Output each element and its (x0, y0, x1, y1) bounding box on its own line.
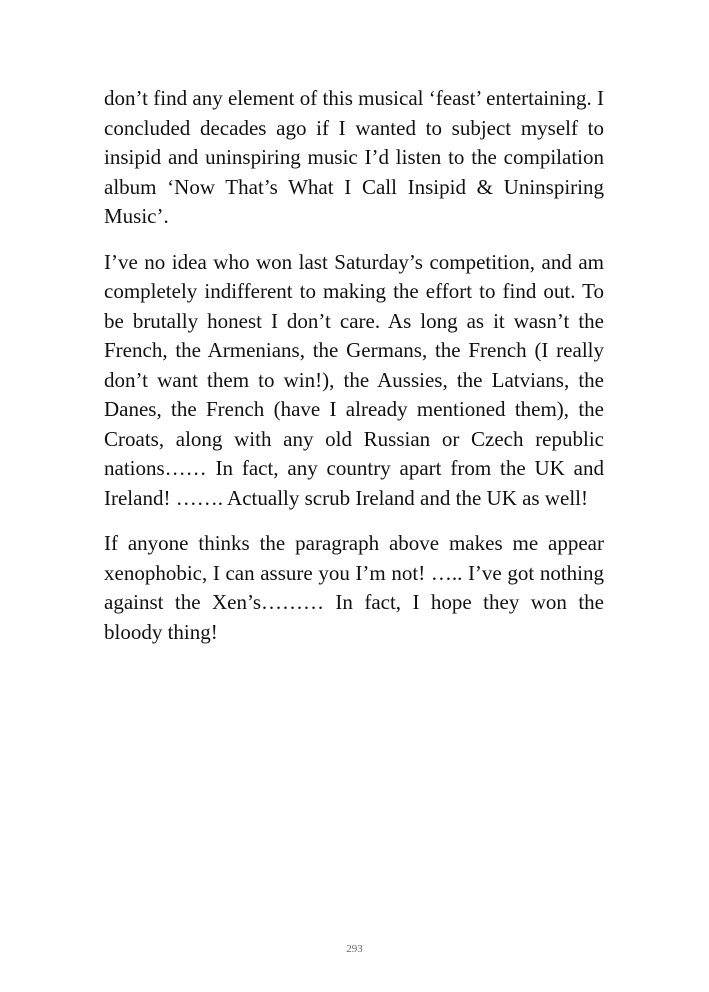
page-number: 293 (346, 943, 363, 955)
paragraph-2: I’ve no idea who won last Saturday’s competition, and am completely indifferent to making the effort to find out. To be brutally honest I don’t care. As long as it wasn’t the French, the Armenians, the Germans, the French (I really don’t want them to win!), the Aussies, the Latvians, the Danes, the French (have I already mentioned them), the Croats, along with any old Russian or Czech republic nations…… In fact, any country apart from the UK and Ireland! ……. Actually scrub Ireland and the UK as well! (104, 249, 604, 510)
body-text (104, 84, 604, 663)
paragraph-1: don’t find any element of this musical ‘feast’ entertaining. I concluded decades ago if I wanted to subject myself to insipid and uninspiring music I’d listen to the compilation album ‘Now That’s What I Call Insipid & Uninspiring Music’. (104, 86, 604, 228)
paragraph-3: If anyone thinks the paragraph above makes me appear xenophobic, I can assure you I’m not! ….. I’ve got nothing against the Xen’s……… In fact, I hope they won the bloody thing! (104, 531, 604, 644)
